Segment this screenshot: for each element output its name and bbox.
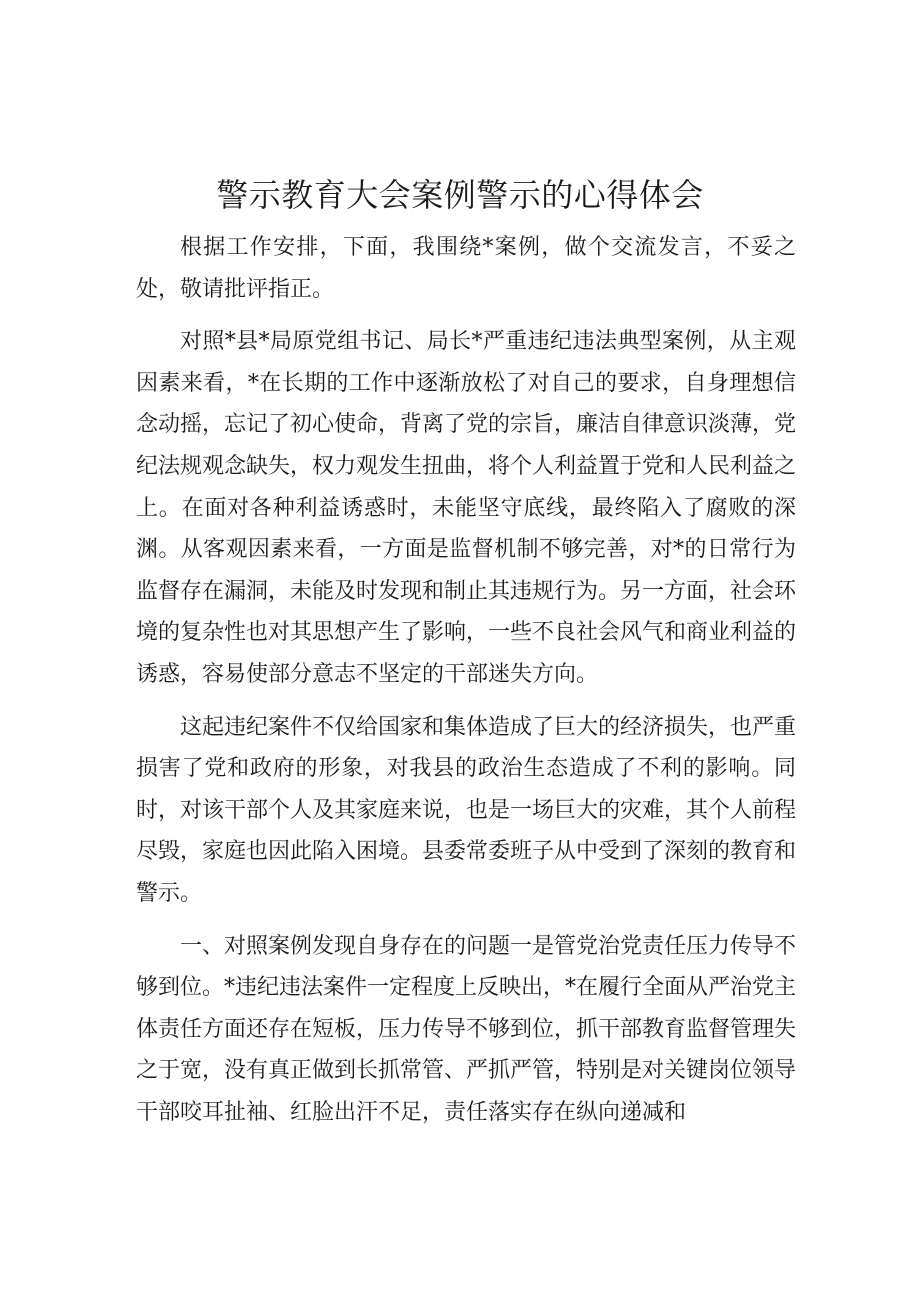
paragraph-case-impact: 这起违纪案件不仅给国家和集体造成了巨大的经济损失，也严重损害了党和政府的形象，对我县的政治生态造成了不利的影响。同时，对该干部个人及其家庭来说，也是一场巨大的灾难，其个人前程尽毁，家庭也因此陷入困境。县委常委班子从中受到了深刻的教育和警示。 xyxy=(136,714,797,906)
document-title: 警示教育大会案例警示的心得体会 xyxy=(216,176,704,214)
paragraph-self-problems: 一、对照案例发现自身存在的问题一是管党治党责任压力传导不够到位。*违纪违法案件一定程度上反映出，*在履行全面从严治党主体责任方面还存在短板，压力传导不够到位，抓干部教育监督管理失之于宽，没有真正做到长抓常管、严抓严管，特别是对关键岗位领导干部咬耳扯袖、红脸出汗不足，责任落实存在纵向递减和 xyxy=(136,933,797,1125)
paragraph-intro: 根据工作安排，下面，我围绕*案例，做个交流发言，不妥之处，敬请批评指正。 xyxy=(136,235,796,302)
paragraph-case-analysis: 对照*县*局原党组书记、局长*严重违纪违法典型案例，从主观因素来看，*在长期的工作中逐渐放松了对自己的要求，自身理想信念动摇，忘记了初心使命，背离了党的宗旨，廉洁自律意识淡薄，党纪法规观念缺失，权力观发生扭曲，将个人利益置于党和人民利益之上。在面对各种利益诱惑时，未能坚守底线，最终陷入了腐败的深渊。从客观因素来看，一方面是监督机制不够完善，对*的日常行为监督存在漏洞，未能及时发现和制止其违规行为。另一方面，社会环境的复杂性也对其思想产生了影响，一些不良社会风气和商业利益的诱惑，容易使部分意志不坚定的干部迷失方向。 xyxy=(136,329,797,687)
document-body xyxy=(136,227,796,1144)
